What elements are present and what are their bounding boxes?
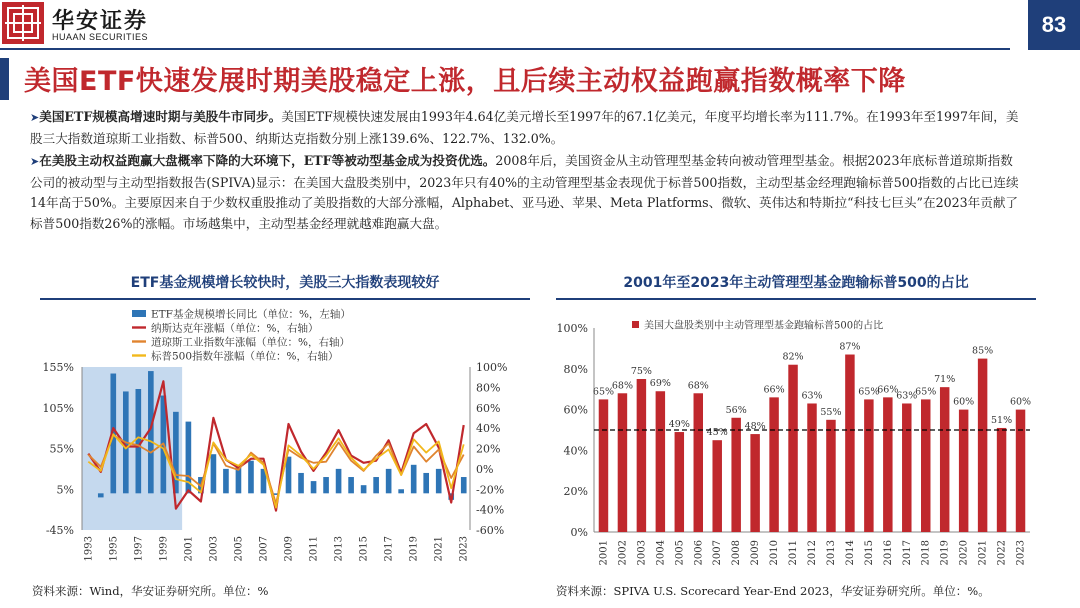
bar-value-label: 65% <box>858 386 880 398</box>
x-tick-label: 2002 <box>617 540 629 566</box>
x-tick-label: 2016 <box>882 540 894 566</box>
x-tick-label: 2018 <box>920 540 932 566</box>
x-tick-label: 2009 <box>283 536 295 562</box>
bar <box>461 477 467 493</box>
bar <box>940 387 949 532</box>
right-tick-label: 60% <box>476 401 501 415</box>
left-tick-label: 55% <box>49 442 74 456</box>
page-title: 美国ETF快速发展时期美股稳定上涨，且后续主动权益跑赢指数概率下降 <box>24 66 906 97</box>
x-tick-label: 2020 <box>958 540 970 566</box>
bar <box>1016 410 1025 532</box>
bar <box>618 393 627 532</box>
x-tick-label: 2021 <box>977 540 989 566</box>
right-tick-label: 20% <box>476 442 501 456</box>
bullet-list <box>30 107 1025 236</box>
right-source: 资料来源：SPIVA U.S. Scorecard Year-End 2023，华安证券研究所。单位：%。 <box>556 584 990 598</box>
bar-value-label: 63% <box>896 390 918 402</box>
bar <box>997 428 1006 532</box>
right-tick-label: 40% <box>476 422 501 436</box>
bar-value-label: 65% <box>592 386 615 398</box>
bar-value-label: 60% <box>953 396 975 408</box>
etf-index-chart <box>30 300 530 582</box>
bar-value-label: 87% <box>839 341 861 353</box>
bar <box>599 399 608 532</box>
left-chart-title: ETF基金规模增长较快时，美股三大指数表现较好 <box>130 275 440 291</box>
x-tick-label: 2023 <box>1015 540 1027 566</box>
x-tick-label: 2008 <box>731 540 743 566</box>
x-tick-label: 2012 <box>807 540 818 566</box>
bar-value-label: 75% <box>630 366 652 377</box>
right-chart-title: 2001年至2023年主动管理型基金跑输标普500的占比 <box>623 275 969 291</box>
bar-value-label: 49% <box>668 419 690 431</box>
bar <box>637 379 646 532</box>
bar-value-label: 66% <box>763 384 785 396</box>
bar-value-label: 66% <box>877 384 899 396</box>
bar <box>436 469 442 493</box>
legend-label: 标普500指数年涨幅（单位：%，右轴） <box>151 350 339 363</box>
x-tick-label: 2001 <box>183 536 195 562</box>
bar <box>248 461 254 494</box>
bar <box>921 399 930 532</box>
y-tick-label: 100% <box>556 322 588 335</box>
bar <box>978 359 987 532</box>
bar-value-label: 71% <box>934 374 956 386</box>
bar <box>675 432 684 532</box>
bar <box>712 440 721 532</box>
bar <box>211 454 217 493</box>
bar-value-label: 45% <box>706 427 728 439</box>
right-tick-label: -40% <box>476 503 505 517</box>
y-tick-label: 0% <box>570 526 588 539</box>
x-tick-label: 1999 <box>158 536 170 562</box>
x-tick-label: 1995 <box>108 536 120 562</box>
bullet-heading: 在美股主动权益跑赢大盘概率下降的大环境下，ETF等被动型基金成为投资优选。 <box>39 153 496 168</box>
legend-label: 道琼斯工业指数年涨幅（单位：%，右轴） <box>151 336 350 349</box>
bar-value-label: 56% <box>725 404 747 416</box>
bar <box>788 365 797 532</box>
bar <box>286 457 292 494</box>
bar <box>136 389 142 493</box>
bullet-heading: 美国ETF规模高增速时期与美股牛市同步。 <box>39 109 282 124</box>
x-tick-label: 1993 <box>83 536 95 562</box>
bar-value-label: 60% <box>1009 396 1032 408</box>
x-tick-label: 2023 <box>458 536 470 562</box>
x-tick-label: 2021 <box>433 536 445 562</box>
bullet-item <box>30 107 1025 149</box>
x-tick-label: 2009 <box>750 540 762 566</box>
bar <box>731 418 740 532</box>
x-tick-label: 2007 <box>258 536 270 562</box>
bullet-text: 美国ETF规模快速发展由1993年4.64亿美元增长至1997年的67.1亿美元，年度平均增长率为111.7%。在1993年至1997年间，美股三大指数道琼斯工业指数、标普500、纳斯达克指数分别上涨139.6%、122.7%、132.0%。 <box>30 109 1019 146</box>
bar <box>959 410 968 532</box>
y-tick-label: 20% <box>563 485 588 499</box>
bar-value-label: 63% <box>801 390 823 402</box>
page-number: 83 <box>1028 0 1080 50</box>
x-tick-label: 2013 <box>333 536 345 562</box>
right-tick-label: 80% <box>476 381 501 395</box>
arrow-icon: ➤ <box>30 155 40 168</box>
left-tick-label: 5% <box>56 483 74 497</box>
right-tick-label: 100% <box>476 361 508 374</box>
bar <box>864 399 873 532</box>
bar-value-label: 51% <box>991 414 1013 426</box>
left-tick-label: -45% <box>45 524 74 537</box>
active-underperform-chart <box>550 300 1040 582</box>
bar <box>826 420 835 532</box>
x-tick-label: 2011 <box>788 540 800 566</box>
legend-label: 纳斯达克年涨幅（单位：%，右轴） <box>151 322 319 335</box>
bar <box>423 473 429 493</box>
x-tick-label: 1997 <box>133 536 145 562</box>
brand-name-en: HUAAN SECURITIES <box>52 32 149 42</box>
y-tick-label: 60% <box>563 403 588 417</box>
bar-value-label: 68% <box>611 380 633 392</box>
right-tick-label: -60% <box>476 524 505 537</box>
x-tick-label: 2005 <box>233 536 245 562</box>
x-tick-label: 2015 <box>863 540 875 566</box>
x-tick-label: 2003 <box>636 540 648 566</box>
y-tick-label: 80% <box>563 362 588 376</box>
bar <box>298 473 304 493</box>
bar <box>323 477 329 493</box>
bar <box>361 485 367 493</box>
left-source: 资料来源：Wind，华安证券研究所。单位：% <box>32 584 269 598</box>
x-tick-label: 2017 <box>383 536 395 562</box>
x-tick-label: 2005 <box>674 540 686 566</box>
bar <box>750 434 759 532</box>
bullet-text: 2008年后，美国资金从主动管理型基金转向被动管理型基金。根据2023年底标普道琼斯指数公司的被动型与主动型指数报告(SPIVA)显示：在美国大盘股类别中，2023年只有40%的主动管理型基金表现优于标普500指数，主动型基金经理跑输标普500指数的占比已连续14年高于50%。主要原因来自于少数权重股推动了美股指数的大部分涨幅，Alphabet、亚马逊、苹果、Meta Platforms、微软、英伟达和特斯拉“科技七巨头”在2023年贡献了标普500指数26%的涨幅。市场越集中，主动型基金经理就越难跑赢大盘。 <box>30 153 1019 231</box>
bar <box>656 391 665 532</box>
legend-swatch <box>132 310 146 317</box>
x-tick-label: 2010 <box>769 540 781 566</box>
legend-label: ETF基金规模增长同比（单位：%，左轴） <box>151 308 351 321</box>
bar-value-label: 69% <box>649 378 671 390</box>
right-tick-label: -20% <box>476 483 505 497</box>
bar <box>694 393 703 532</box>
bar <box>336 469 342 493</box>
bar-value-label: 82% <box>782 351 804 363</box>
header-rule <box>0 48 1010 50</box>
left-tick-label: 105% <box>42 401 74 415</box>
x-tick-label: 2007 <box>712 540 724 566</box>
bar <box>883 397 892 532</box>
bar <box>348 477 354 493</box>
legend-label: 美国大盘股类别中主动管理型基金跑输标普500的占比 <box>644 320 884 332</box>
left-tick-label: 155% <box>42 361 74 374</box>
x-tick-label: 2003 <box>208 536 220 562</box>
x-tick-label: 2019 <box>408 536 420 562</box>
brand-name-cn: 华安证券 <box>52 9 149 34</box>
x-tick-label: 2013 <box>825 540 837 566</box>
x-tick-label: 2014 <box>844 540 856 566</box>
bar-value-label: 65% <box>915 386 937 398</box>
bullet-item <box>30 151 1025 234</box>
x-tick-label: 2022 <box>996 540 1008 566</box>
bar-value-label: 48% <box>744 421 766 433</box>
bar <box>223 469 229 493</box>
bar <box>845 355 854 532</box>
x-tick-label: 2004 <box>655 540 667 566</box>
bar-value-label: 85% <box>972 345 994 357</box>
shaded-period <box>82 367 182 530</box>
bar-value-label: 68% <box>687 380 709 392</box>
bar-value-label: 55% <box>820 406 842 418</box>
title-accent-bar <box>0 58 9 100</box>
company-logo <box>2 2 44 44</box>
bar <box>902 403 911 532</box>
x-tick-label: 2017 <box>901 540 913 566</box>
bar <box>769 397 778 532</box>
y-tick-label: 40% <box>563 444 588 458</box>
bar <box>398 489 404 493</box>
bar <box>411 465 417 494</box>
x-tick-label: 2006 <box>693 540 705 566</box>
x-tick-label: 2011 <box>308 536 320 562</box>
bar <box>386 469 392 493</box>
bar <box>373 477 379 493</box>
bar <box>311 481 317 493</box>
x-tick-label: 2019 <box>939 540 951 566</box>
bar <box>807 403 816 532</box>
x-tick-label: 2015 <box>358 536 370 562</box>
right-tick-label: 0% <box>476 462 494 476</box>
x-tick-label: 2001 <box>598 540 610 566</box>
bar <box>98 493 104 497</box>
legend-swatch <box>632 321 639 328</box>
arrow-icon: ➤ <box>30 111 40 124</box>
